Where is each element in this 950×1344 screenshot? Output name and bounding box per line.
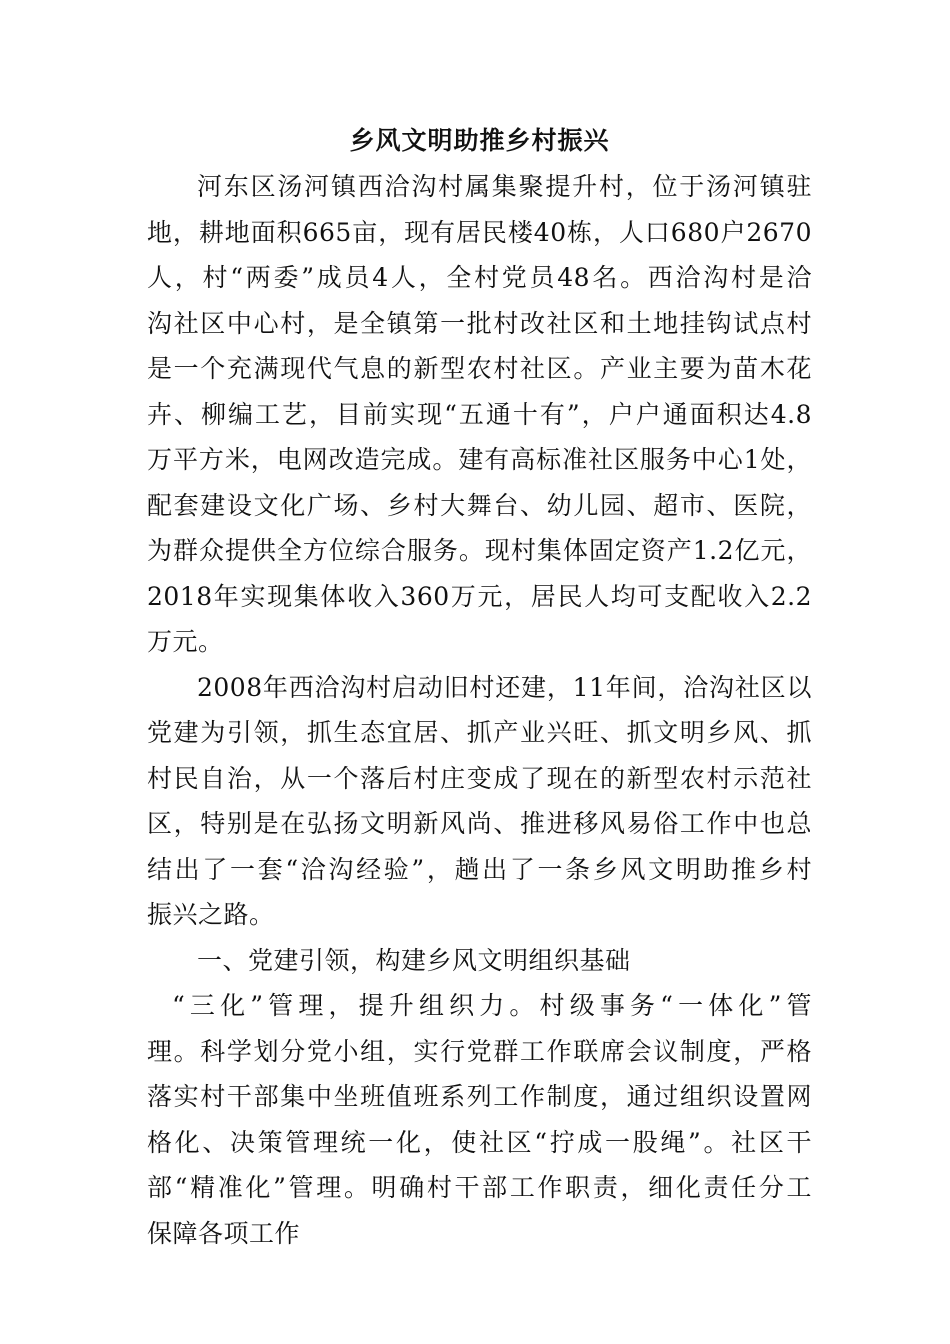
text-line: 2008年西洽沟村启动旧村还建，11年间，洽沟社区以 xyxy=(197,672,812,702)
text-line: 人，村“两委”成员4人，全村党员48名。西洽沟村是洽 xyxy=(147,263,812,292)
text-line: 格化、决策管理统一化，使社区“拧成一股绳”。社区干 xyxy=(147,1127,812,1157)
text-line: 卉、柳编工艺，目前实现“五通十有”，户户通面积达4.8 xyxy=(147,399,812,429)
text-line: 配套建设文化广场、乡村大舞台、幼儿园、超市、医院， xyxy=(147,490,812,520)
paragraph-intro xyxy=(147,164,812,665)
section-heading: 一、党建引领，构建乡风文明组织基础 xyxy=(197,945,631,975)
text-line: “三化”管理，提升组织力。村级事务“一体化”管 xyxy=(172,991,812,1020)
text-line: 区，特别是在弘扬文明新风尚、推进移风易俗工作中也总 xyxy=(147,809,812,838)
text-line: 村民自治，从一个落后村庄变成了现在的新型农村示范社 xyxy=(147,763,812,793)
text-line: 理。科学划分党小组，实行党群工作联席会议制度，严格 xyxy=(147,1036,812,1066)
text-line: 党建为引领，抓生态宜居、抓产业兴旺、抓文明乡风、抓 xyxy=(147,718,812,747)
text-line: 部“精准化”管理。明确村干部工作职责，细化责任分工 xyxy=(147,1173,812,1202)
text-line: 2018年实现集体收入360万元，居民人均可支配收入2.2 xyxy=(147,581,812,611)
text-line: 河东区汤河镇西洽沟村属集聚提升村，位于汤河镇驻 xyxy=(197,172,812,201)
document-body xyxy=(147,118,812,1256)
text-line: 振兴之路。 xyxy=(147,900,275,929)
text-line: 沟社区中心村，是全镇第一批村改社区和土地挂钩试点村 xyxy=(147,308,812,338)
paragraph-history xyxy=(147,665,812,938)
text-line: 地，耕地面积665亩，现有居民楼40栋，人口680户2670 xyxy=(147,217,812,247)
text-line: 落实村干部集中坐班值班系列工作制度，通过组织设置网 xyxy=(147,1082,812,1111)
paragraph-management xyxy=(147,983,812,1256)
text-line: 是一个充满现代气息的新型农村社区。产业主要为苗木花 xyxy=(147,354,812,383)
text-line: 为群众提供全方位综合服务。现村集体固定资产1.2亿元， xyxy=(147,536,812,565)
text-line: 万元。 xyxy=(147,627,224,656)
text-line: 保障各项工作 xyxy=(147,1218,301,1248)
text-line: 万平方米，电网改造完成。建有高标准社区服务中心1处， xyxy=(147,445,812,474)
text-line: 结出了一套“洽沟经验”，趟出了一条乡风文明助推乡村 xyxy=(147,854,812,884)
document-title: 乡风文明助推乡村振兴 xyxy=(349,126,610,155)
